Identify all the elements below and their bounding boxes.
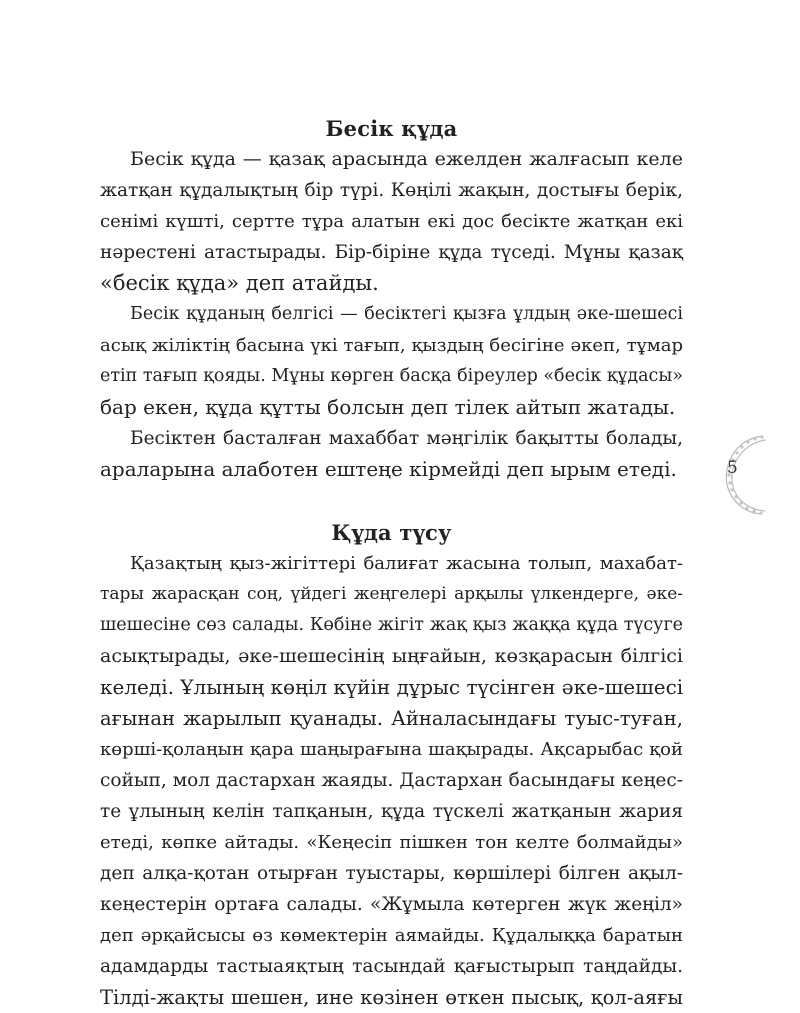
text-line: жатқан құдалықтың бір түрі. Көңілі жақын, достығы берік, xyxy=(100,180,683,201)
section-spacer xyxy=(100,485,683,517)
text-line: ағынан жарылып қуанады. Айналасындағы туыс-туған, xyxy=(100,707,683,730)
text-line: нәрестені атастырады. Бір-біріне құда түседі. Мұны қазақ xyxy=(100,242,683,263)
text-line: те ұлының келін тапқанын, құда түскелі жатқанын жария xyxy=(100,801,683,822)
text-line: сенімі күшті, сертте тұра алатын екі дос бесікте жатқан екі xyxy=(100,211,683,232)
text-line: Тілді-жақты шешен, ине көзінен өткен пысық, қол-аяғы xyxy=(100,986,683,1009)
text-line: тары жарасқан соң, үйдегі жеңгелері арқылы үлкендерге, әке- xyxy=(100,584,683,604)
text-line: асықтырады, әке-шешесінің ыңғайын, көзқарасын білгісі xyxy=(100,645,683,667)
text-line: шешесіне сөз салады. Көбіне жігіт жақ қыз жаққа құда түсуге xyxy=(100,615,683,635)
text-line: бар екен, құда құтты болсын деп тілек айтып жатады. xyxy=(100,395,676,419)
text-line: кеңестерін ортаға салады. «Жұмыла көтерген жүк жеңіл» xyxy=(100,894,683,915)
paragraph xyxy=(100,299,683,423)
page-number: 5 xyxy=(727,458,738,478)
page-body xyxy=(100,113,683,1013)
section-title-quda-tusu: Құда түсу xyxy=(331,520,452,545)
text-line: Бесіктен басталған махаббат мәңгілік бақытты болады, xyxy=(130,428,683,449)
paragraph xyxy=(100,144,683,299)
paragraph xyxy=(100,423,683,485)
text-line: деп әрқайсысы өз көмектерін аямайды. Құдалыққа баратын xyxy=(100,925,683,946)
text-line: сойып, мол дастархан жаяды. Дастархан басындағы кеңес- xyxy=(100,770,683,791)
text-line: Қазақтың қыз-жігіттері балиғат жасына толып, махабат- xyxy=(130,553,683,574)
text-line: араларына алаботен ештеңе кірмейді деп ырым етеді. xyxy=(100,457,677,481)
text-line: Бесік құда — қазақ арасында ежелден жалғасып келе xyxy=(130,148,683,170)
text-line: етеді, көпке айтады. «Кеңесіп пішкен тон келте болмайды» xyxy=(100,832,683,853)
text-line: «бесік құда» деп атайды. xyxy=(100,271,379,295)
text-line: Бесік құданың белгісі — бесіктегі қызға ұлдың әке-шешесі xyxy=(130,304,683,324)
text-line: етіп тағып қояды. Мұны көрген басқа біреулер «бесік құдасы» xyxy=(100,366,683,386)
text-line: адамдарды тастыаяқтың тасындай қағыстырып таңдайды. xyxy=(100,956,683,977)
text-line: келеді. Ұлының көңіл күйін дұрыс түсінген әке-шешесі xyxy=(100,675,684,699)
text-line: деп алқа-қотан отырған туыстары, көршілері білген ақыл- xyxy=(100,863,683,884)
paragraph xyxy=(100,548,683,1013)
text-line: көрші-қолаңын қара шаңырағына шақырады. Ақсарыбас қой xyxy=(100,739,683,760)
section-title-besik-quda: Бесік құда xyxy=(325,116,458,141)
text-line: асық жіліктің басына үкі тағып, қыздың бесігіне әкеп, тұмар xyxy=(100,335,683,356)
